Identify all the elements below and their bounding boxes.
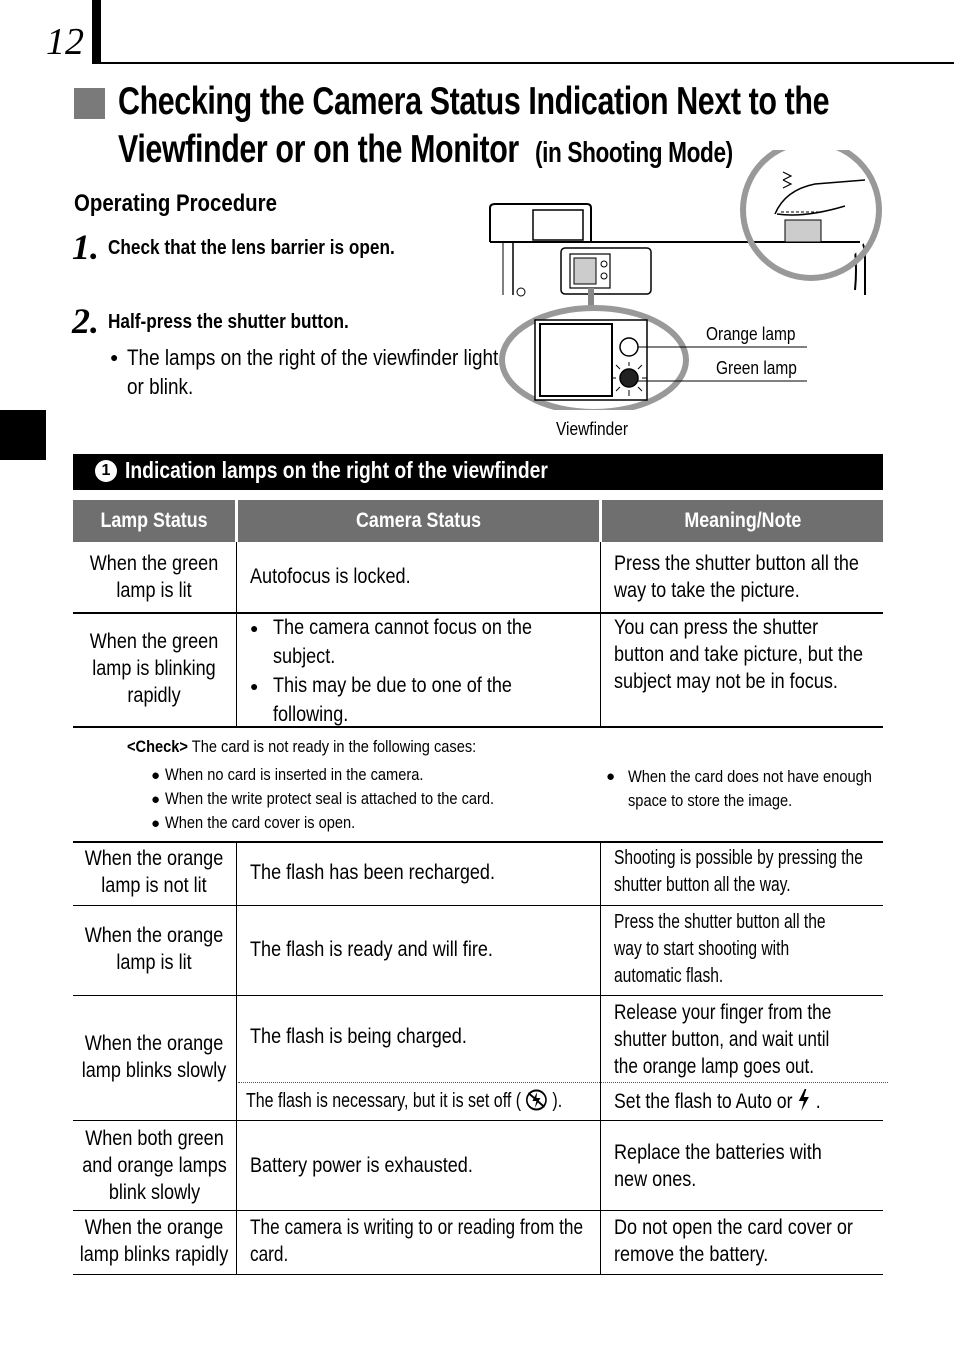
operating-procedure-heading: Operating Procedure (74, 190, 277, 217)
bullet-icon: ● (151, 815, 161, 832)
step1-number: 1. (72, 227, 99, 267)
check-bullet-3: ● When the card cover is open. (151, 813, 355, 832)
row-divider (73, 1210, 883, 1211)
green-lamp-label: Green lamp (716, 358, 797, 378)
bullet-icon: ● (250, 678, 259, 694)
r6-meaning: Replace the batteries with new ones. (614, 1141, 822, 1191)
section-title: Indication lamps on the right of the viewfinder (125, 457, 548, 483)
check-note (127, 737, 533, 757)
bullet-icon: ● (151, 791, 161, 808)
step1-text: Check that the lens barrier is open. (108, 237, 395, 259)
col-divider (600, 542, 601, 727)
r2-meaning: You can press the shutter button and take picture, but the subject may not be in focus. (614, 616, 864, 693)
r2-lamp-status: When the green lamp is blinking rapidly (89, 630, 219, 707)
r7-meaning: Do not open the card cover or remove the battery. (614, 1216, 853, 1266)
r4-lamp-status: When the orange lamp is lit (84, 924, 224, 974)
bullet-icon: ● (606, 768, 616, 785)
header-rule (101, 62, 954, 64)
r5-meaning: Release your finger from the shutter button, and wait until the orange lamp goes out. (614, 1001, 832, 1078)
flash-off-icon (526, 1089, 548, 1111)
dotted-divider (238, 1082, 888, 1083)
title-square-icon (74, 88, 105, 119)
camera-illustration (485, 150, 885, 410)
step2-number: 2. (72, 301, 99, 341)
r4-meaning: Press the shutter button all the way to start shooting with automatic flash. (614, 911, 826, 987)
viewfinder-label: Viewfinder (556, 419, 628, 439)
r5-camera-status: The flash is being charged. (250, 1025, 467, 1048)
bullet-icon: ● (151, 767, 161, 784)
r3-meaning: Shooting is possible by pressing the shutter button all the way. (614, 847, 863, 896)
r6-camera-status: Battery power is exhausted. (250, 1154, 473, 1177)
page-number: 12 (46, 21, 84, 63)
orange-lamp-label: Orange lamp (706, 324, 796, 344)
col-header-meaning-note: Meaning/Note (602, 500, 883, 542)
r3-lamp-status: When the orange lamp is not lit (84, 847, 224, 897)
row-divider (73, 1274, 883, 1275)
check-tag: <Check> (127, 737, 188, 756)
check-bullet-2: ● When the write protect seal is attached to the card. (151, 789, 494, 808)
r3-camera-status: The flash has been recharged. (250, 861, 495, 884)
r7-camera-status: The camera is writing to or reading from the card. (250, 1216, 584, 1266)
row-divider (73, 1120, 883, 1121)
header-bar (92, 0, 101, 64)
r1-meaning: Press the shutter button all the way to take the picture. (614, 552, 859, 602)
r7-lamp-status: When the orange lamp blinks rapidly (79, 1216, 229, 1266)
row-divider (73, 841, 883, 843)
col-divider (236, 542, 237, 727)
r6-lamp-status: When both green and orange lamps blink slowly (82, 1127, 227, 1204)
r5-camera-status-2: The flash is necessary, but it is set off ( ). (246, 1090, 563, 1112)
page-title-sub: (in Shooting Mode) (535, 137, 733, 169)
side-tab (0, 410, 46, 460)
bullet-icon: ● (250, 620, 259, 636)
section-number-badge: 1 (95, 460, 117, 482)
col-header-camera-status: Camera Status (238, 500, 599, 542)
r1-lamp-status: When the green lamp is lit (89, 552, 219, 602)
flash-icon (797, 1088, 810, 1112)
page-title-line1: Checking the Camera Status Indication Next to the (118, 80, 830, 123)
r5-lamp-status: When the orange lamp blinks slowly (81, 1032, 227, 1082)
page-title-main: Viewfinder or on the Monitor (118, 128, 519, 171)
check-intro: The card is not ready in the following cases: (191, 737, 477, 756)
r5-meaning-2: Set the flash to Auto or . (614, 1090, 821, 1113)
row-divider (73, 905, 883, 906)
r2-camera-status: ● The camera cannot focus on the subject. ● This may be due to one of the following. (250, 616, 533, 726)
row-divider (73, 726, 883, 728)
r1-camera-status: Autofocus is locked. (250, 565, 411, 588)
section-bar (73, 454, 883, 490)
r4-camera-status: The flash is ready and will fire. (250, 938, 493, 961)
bullet-icon: ● (110, 349, 119, 365)
row-divider (73, 995, 883, 996)
check-bullet-1: ● When no card is inserted in the camera. (151, 765, 424, 784)
step2-text: Half-press the shutter button. (108, 311, 349, 333)
col-header-lamp-status: Lamp Status (73, 500, 235, 542)
